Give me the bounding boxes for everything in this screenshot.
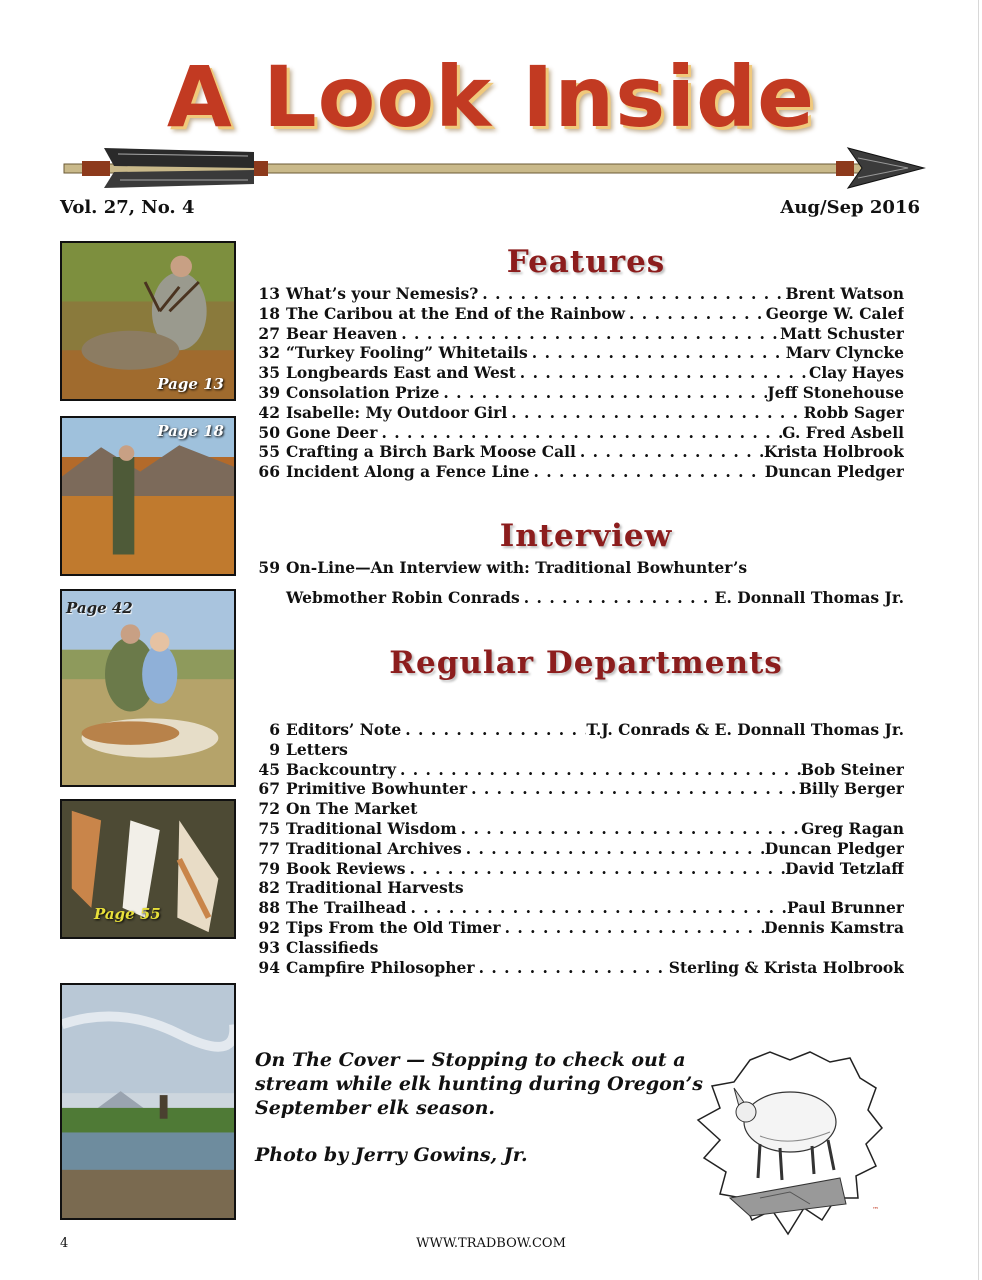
toc-leader-dots	[400, 760, 801, 779]
page-title: A Look Inside	[166, 48, 816, 146]
toc-row[interactable]	[252, 740, 904, 760]
toc-title: Tips From the Old Timer	[286, 917, 501, 937]
toc-page: 88	[258, 898, 280, 918]
toc-title: Gone Deer	[286, 422, 378, 442]
toc-page: 92	[258, 917, 280, 937]
issue-date: Aug/Sep 2016	[780, 197, 920, 218]
toc-page: 72	[258, 799, 280, 819]
toc-page: 77	[258, 838, 280, 858]
toc-title: Isabelle: My Outdoor Girl	[286, 402, 508, 422]
features-list	[252, 284, 904, 482]
toc-title: Longbeards East and West	[286, 363, 516, 383]
toc-page: 59	[258, 558, 280, 577]
toc-row[interactable]	[252, 918, 904, 938]
toc-title: “Turkey Fooling” Whitetails	[286, 343, 528, 363]
toc-leader-dots	[533, 462, 764, 481]
photo-backpacker-tundra	[62, 418, 234, 574]
photo-credit: Photo by Jerry Gowins, Jr.	[255, 1144, 528, 1166]
toc-page: 93	[258, 937, 280, 957]
toc-leader-dots	[505, 918, 765, 937]
toc-leader-dots	[511, 403, 803, 422]
toc-author: Dennis Kamstra	[764, 917, 904, 937]
toc-row[interactable]	[252, 324, 904, 344]
toc-page: 42	[258, 402, 280, 422]
toc-page: 9	[269, 739, 280, 759]
toc-leader-dots	[409, 859, 785, 878]
toc-leader-dots	[532, 343, 786, 362]
toc-title: Bear Heaven	[286, 323, 398, 343]
departments-list	[252, 720, 904, 977]
toc-row[interactable]	[252, 859, 904, 879]
photo-cover	[60, 983, 236, 1220]
toc-title: Classifieds	[286, 937, 379, 957]
photo-oregon-stream	[62, 985, 234, 1218]
toc-row[interactable]	[252, 819, 904, 839]
toc-title: Incident Along a Fence Line	[286, 462, 530, 482]
toc-title: Campfire Philosopher	[286, 957, 475, 977]
toc-leader-dots	[482, 284, 785, 303]
mountain-goat-logo	[690, 1048, 886, 1238]
toc-row[interactable]	[252, 898, 904, 918]
toc-leader-dots	[629, 304, 766, 323]
toc-page: 67	[258, 779, 280, 799]
toc-author: Matt Schuster	[780, 323, 904, 343]
toc-leader-dots	[461, 819, 801, 838]
toc-row[interactable]	[252, 423, 904, 443]
toc-page: 75	[258, 818, 280, 838]
toc-title: Backcountry	[286, 759, 396, 779]
toc-author: Sterling & Krista Holbrook	[668, 957, 904, 977]
toc-title: Letters	[286, 739, 348, 759]
toc-page: 13	[258, 284, 280, 303]
toc-author: Brent Watson	[785, 284, 904, 303]
toc-page: 94	[258, 957, 280, 977]
toc-author: Billy Berger	[798, 779, 904, 799]
photo-page-label: Page 18	[157, 422, 224, 440]
volume-number: Vol. 27, No. 4	[60, 197, 195, 218]
toc-title: On-Line—An Interview with: Traditional Bowhunter’s	[286, 558, 748, 577]
page-number: 4	[60, 1236, 69, 1251]
toc-page: 32	[258, 343, 280, 363]
toc-page: 66	[258, 462, 280, 482]
toc-author: Duncan Pledger	[764, 838, 904, 858]
toc-page: 55	[258, 442, 280, 462]
toc-leader-dots	[443, 383, 767, 402]
toc-title: What’s your Nemesis?	[286, 284, 479, 303]
toc-row[interactable]	[252, 799, 904, 819]
toc-row[interactable]	[252, 442, 904, 462]
toc-leader-dots	[524, 588, 715, 607]
arrow-illustration	[58, 140, 926, 196]
toc-title: Consolation Prize	[286, 382, 440, 402]
toc-title: The Trailhead	[286, 898, 407, 918]
features-heading: Features	[506, 244, 666, 280]
toc-row[interactable]	[252, 720, 904, 740]
toc-title: On The Market	[286, 799, 418, 819]
toc-author: Robb Sager	[803, 402, 904, 422]
toc-author: David Tetzlaff	[785, 858, 904, 878]
toc-title: Primitive Bowhunter	[286, 779, 468, 799]
toc-page: 50	[258, 422, 280, 442]
toc-row[interactable]	[252, 558, 904, 578]
toc-leader-dots	[479, 958, 669, 977]
toc-title-continued: Webmother Robin Conrads	[286, 587, 520, 607]
toc-title: Traditional Wisdom	[286, 818, 457, 838]
toc-title: Traditional Harvests	[286, 878, 464, 898]
website-url[interactable]: WWW.TRADBOW.COM	[416, 1236, 566, 1251]
toc-author: Jeff Stonehouse	[767, 382, 904, 402]
toc-author: Greg Ragan	[801, 818, 904, 838]
trademark-symbol: ™	[872, 1206, 879, 1214]
toc-leader-dots	[466, 839, 765, 858]
toc-author: Clay Hayes	[809, 363, 904, 383]
toc-row[interactable]	[252, 878, 904, 898]
toc-author: Duncan Pledger	[764, 462, 904, 482]
toc-author: Bob Steiner	[800, 759, 904, 779]
toc-author: Marv Clyncke	[785, 343, 904, 363]
interview-list	[252, 558, 904, 608]
toc-row[interactable]	[252, 304, 904, 324]
toc-title: The Caribou at the End of the Rainbow	[286, 303, 625, 323]
toc-page: 27	[258, 323, 280, 343]
photo-father-daughter-antelope	[62, 591, 234, 785]
photo-page-55	[60, 799, 236, 939]
toc-page: 6	[269, 720, 280, 739]
toc-page: 39	[258, 382, 280, 402]
toc-row[interactable]	[252, 839, 904, 859]
photo-page-18	[60, 416, 236, 576]
toc-author: Krista Holbrook	[763, 442, 904, 462]
photo-page-label: Page 42	[66, 599, 133, 617]
toc-row[interactable]	[252, 403, 904, 423]
toc-leader-dots	[471, 779, 799, 798]
toc-leader-dots	[580, 442, 764, 461]
toc-row[interactable]	[252, 363, 904, 383]
toc-row[interactable]	[252, 383, 904, 403]
toc-leader-dots	[405, 720, 586, 739]
toc-row[interactable]	[252, 284, 904, 304]
toc-row[interactable]	[252, 462, 904, 482]
toc-row[interactable]	[252, 938, 904, 958]
photo-page-13	[60, 241, 236, 401]
toc-author: E. Donnall Thomas Jr.	[714, 587, 904, 607]
photo-page-42	[60, 589, 236, 787]
toc-leader-dots	[410, 898, 787, 917]
toc-page: 82	[258, 878, 280, 898]
toc-page: 18	[258, 303, 280, 323]
toc-author: G. Fred Asbell	[782, 422, 904, 442]
toc-title: Traditional Archives	[286, 838, 462, 858]
toc-row[interactable]	[252, 588, 904, 608]
toc-row[interactable]	[252, 779, 904, 799]
toc-leader-dots	[520, 363, 809, 382]
departments-heading: Regular Departments	[389, 645, 783, 681]
photo-page-label: Page 55	[94, 905, 161, 923]
toc-leader-dots	[381, 423, 782, 442]
toc-row[interactable]	[252, 343, 904, 363]
toc-page: 35	[258, 363, 280, 383]
toc-page: 79	[258, 858, 280, 878]
toc-row[interactable]	[252, 760, 904, 780]
toc-author: Paul Brunner	[787, 898, 904, 918]
interview-heading: Interview	[499, 518, 673, 554]
page-edge-line	[978, 0, 979, 1280]
toc-author: George W. Calef	[765, 303, 904, 323]
cover-description: On The Cover — Stopping to check out a stream while elk hunting during Oregon’s September elk season.	[255, 1049, 703, 1119]
toc-page: 45	[258, 759, 280, 779]
toc-title: Crafting a Birch Bark Moose Call	[286, 442, 576, 462]
toc-title: Editors’ Note	[286, 720, 402, 739]
toc-title: Book Reviews	[286, 858, 406, 878]
toc-author: T.J. Conrads & E. Donnall Thomas Jr.	[586, 720, 904, 739]
toc-row[interactable]	[252, 958, 904, 978]
toc-leader-dots	[401, 324, 780, 343]
photo-page-label: Page 13	[157, 375, 224, 393]
